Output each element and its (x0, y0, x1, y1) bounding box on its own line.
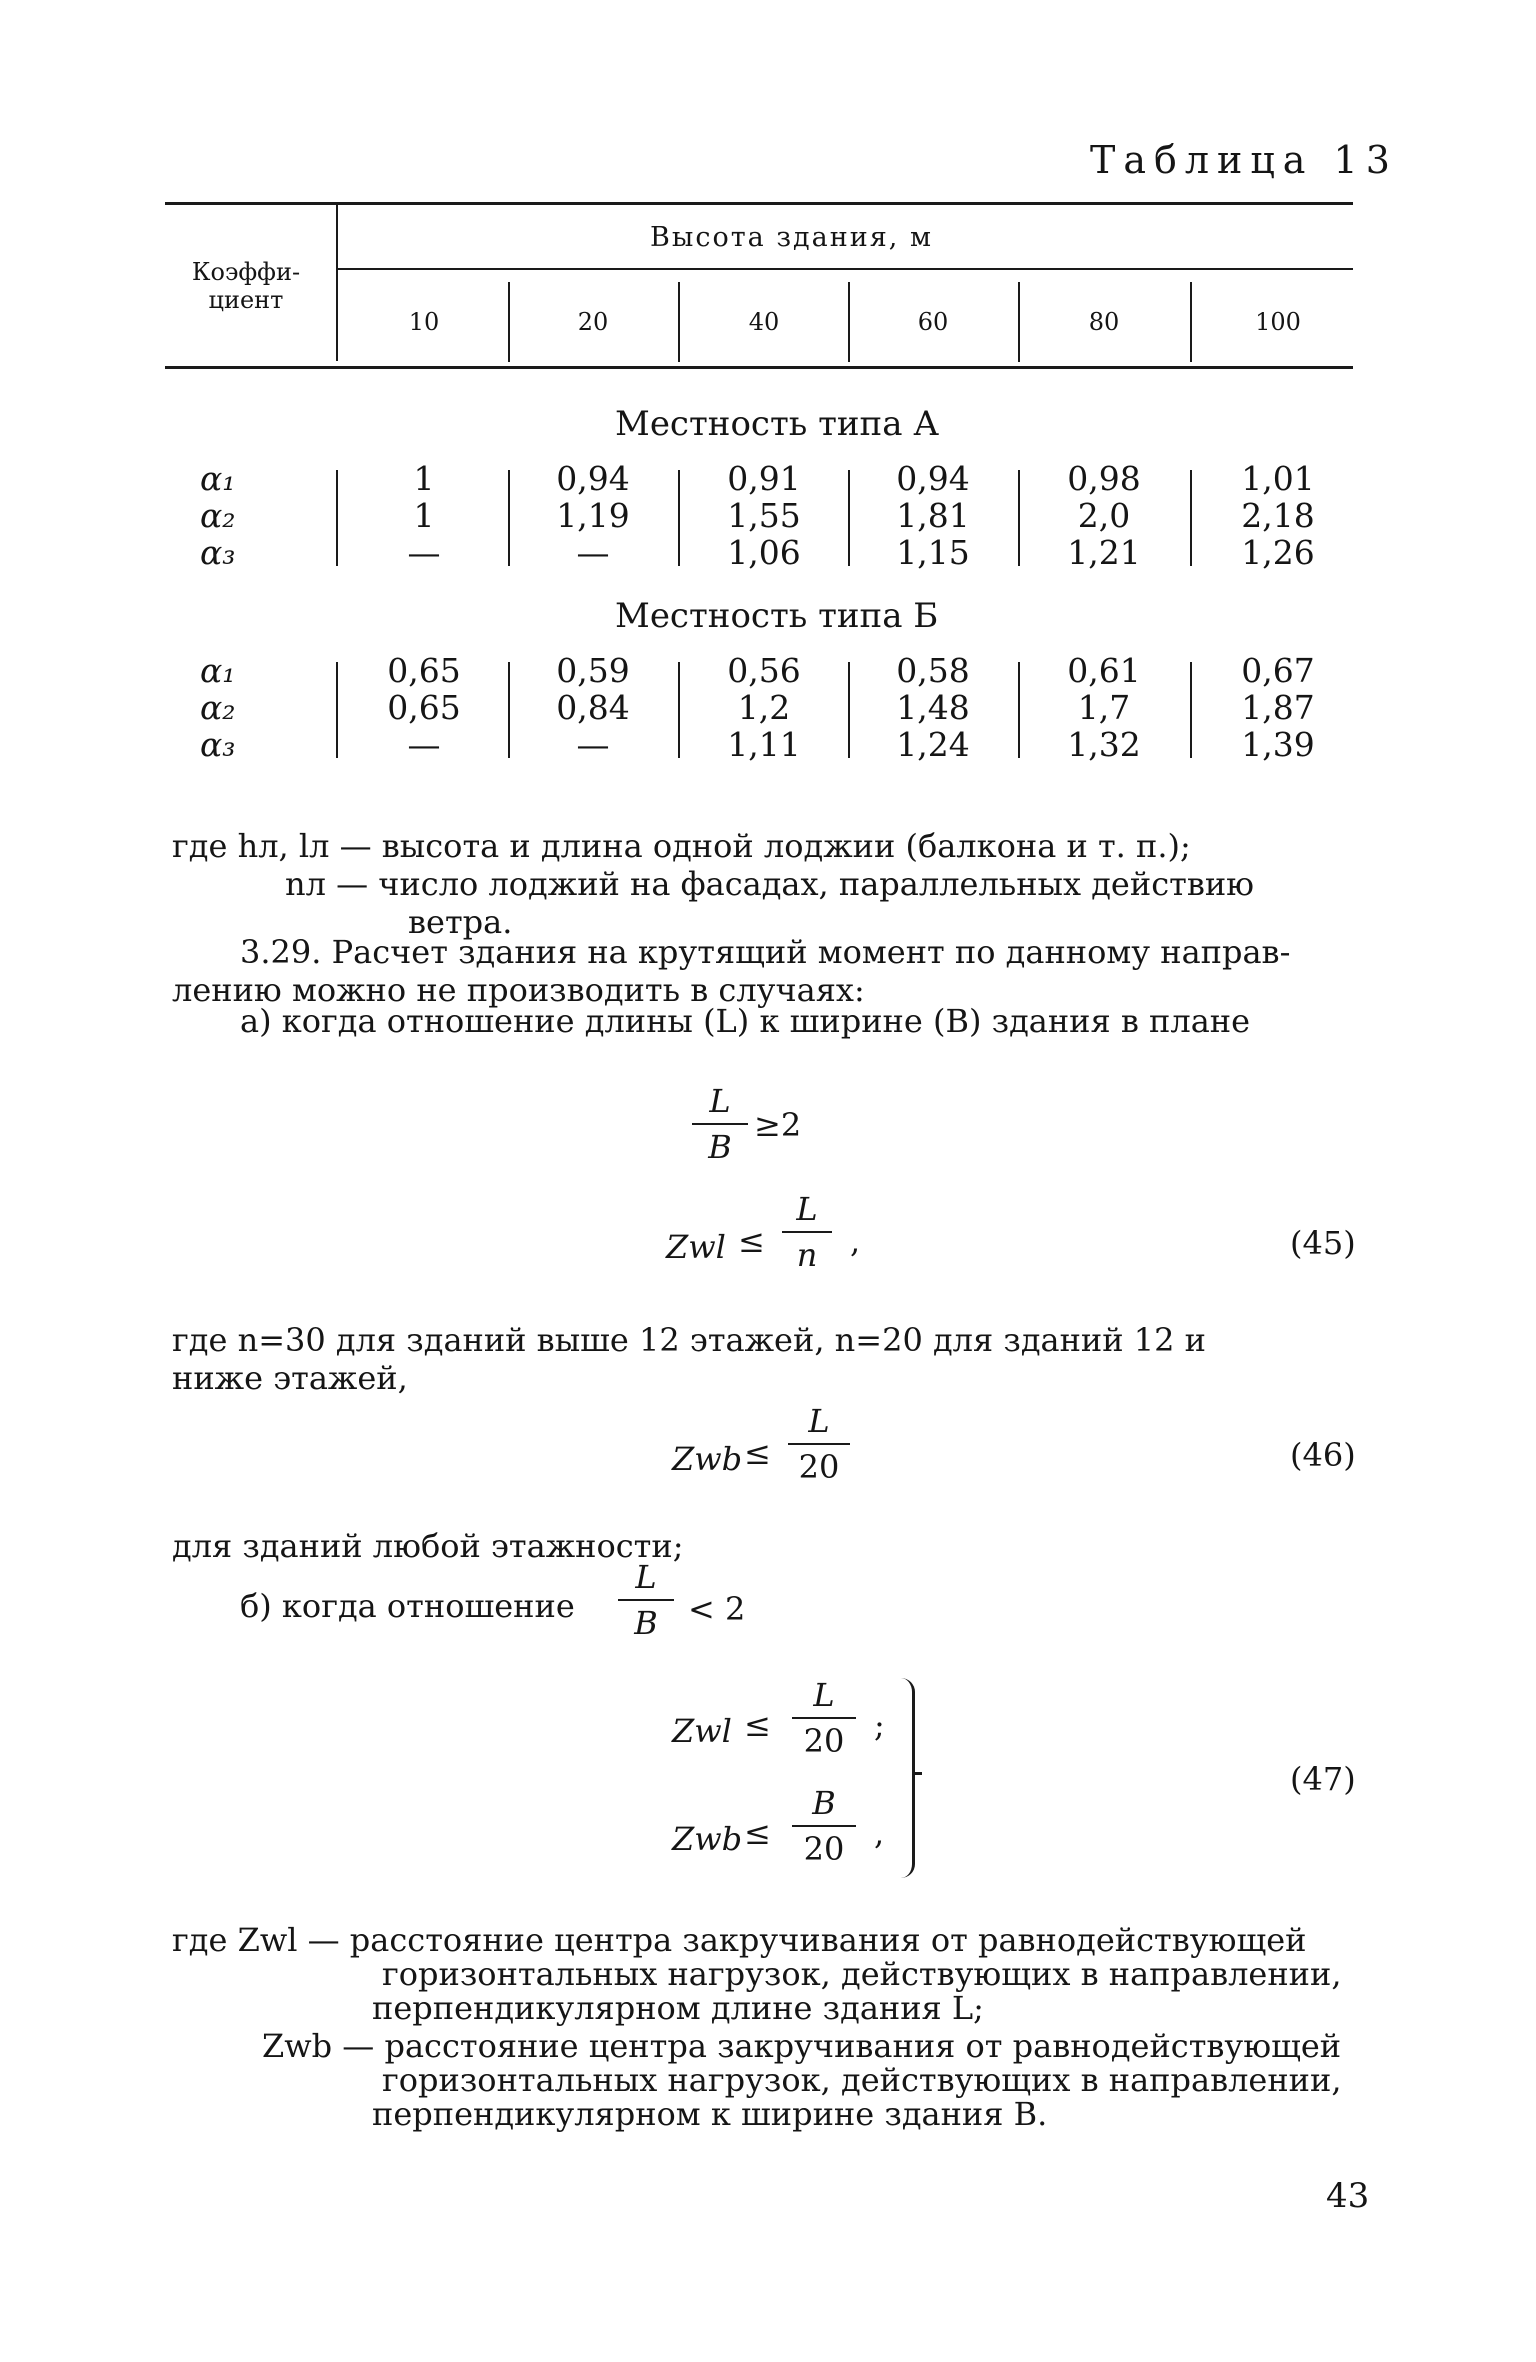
numerator: L (808, 1402, 830, 1440)
table-cell: 0,56 (727, 651, 801, 690)
le-sign: ≤ (744, 1434, 771, 1472)
table-cell: 1,01 (1241, 459, 1315, 498)
table-cell: 0,94 (556, 459, 630, 498)
table-cell: 2,18 (1241, 496, 1315, 535)
table-cell: 0,84 (556, 688, 630, 727)
height-col-20: 20 (577, 308, 609, 336)
denominator: B (708, 1128, 732, 1166)
section-b-vline (1190, 662, 1192, 758)
denominator: 20 (798, 1448, 840, 1486)
header-vline (1190, 282, 1192, 362)
header-vline (336, 205, 338, 361)
any-floor-text: для зданий любой этажности; (172, 1527, 684, 1565)
section-a-vline (1190, 470, 1192, 566)
header-vline (848, 282, 850, 362)
section-a-vline (508, 470, 510, 566)
equation-number-45: (45) (1290, 1224, 1356, 1262)
numerator: L (813, 1676, 835, 1714)
table-cell: — (576, 725, 610, 764)
item-a-text: а) когда отношение длины (L) к ширине (B) здания в плане (240, 1002, 1251, 1040)
table-cell: 2,0 (1077, 496, 1131, 535)
denominator: 20 (803, 1830, 845, 1868)
table-cell: 1,21 (1067, 533, 1141, 572)
numerator: L (709, 1082, 731, 1120)
row-label: α₃ (200, 533, 236, 572)
header-bottom-rule (165, 366, 1353, 369)
table-cell: 1,26 (1241, 533, 1315, 572)
numerator: L (635, 1558, 657, 1596)
table-cell: 0,58 (896, 651, 970, 690)
table-cell: 1,7 (1077, 688, 1131, 727)
section-b-vline (678, 662, 680, 758)
height-col-80: 80 (1088, 308, 1120, 336)
fraction-b-over-20 (792, 1784, 856, 1868)
denominator: 20 (803, 1722, 845, 1760)
table-cell: 1,48 (896, 688, 970, 727)
denominator: B (634, 1604, 658, 1642)
table-cell: — (407, 725, 441, 764)
ge-two: ≥2 (754, 1106, 802, 1144)
row-label: α₃ (200, 725, 236, 764)
where-n-line2: ниже этажей, (172, 1359, 408, 1397)
zwb-symbol: Zwb (672, 1820, 743, 1858)
right-brace (896, 1678, 915, 1878)
table-cell: 1,24 (896, 725, 970, 764)
equation-number-47: (47) (1290, 1760, 1356, 1798)
section-b-vline (508, 662, 510, 758)
table-cell: 0,59 (556, 651, 630, 690)
section-a-vline (336, 470, 338, 566)
table-cell: 1 (413, 496, 435, 535)
header-sub-rule (338, 268, 1353, 270)
table-cell: 1,81 (896, 496, 970, 535)
height-col-60: 60 (917, 308, 949, 336)
section-a-vline (678, 470, 680, 566)
table-cell: 1,15 (896, 533, 970, 572)
table-title: Таблица 13 (1090, 138, 1398, 182)
where-zwb-line2: горизонтальных нагрузок, действующих в направлении, (382, 2061, 1342, 2099)
section-b-vline (336, 662, 338, 758)
numerator: B (812, 1784, 836, 1822)
height-col-40: 40 (748, 308, 780, 336)
zwb-symbol: Zwb (672, 1440, 743, 1478)
where-zwb-line3: перпендикулярном к ширине здания B. (372, 2095, 1048, 2133)
where-zwb-line1: Zwb — расстояние центра закручивания от равнодействующей (262, 2027, 1342, 2065)
table-cell: 0,61 (1067, 651, 1141, 690)
section-b-title: Местность типа Б (615, 596, 939, 636)
comma: , (874, 1814, 885, 1852)
numerator: L (796, 1190, 818, 1228)
table-cell: 1,39 (1241, 725, 1315, 764)
where-zwl-line3: перпендикулярном длине здания L; (372, 1989, 984, 2027)
table-cell: 1,32 (1067, 725, 1141, 764)
where-zwl-line1: где Zwl — расстояние центра закручивания от равнодействующей (172, 1921, 1307, 1959)
table-cell: 0,98 (1067, 459, 1141, 498)
fraction-l-over-20 (788, 1402, 850, 1486)
header-vline (1018, 282, 1020, 362)
height-col-10: 10 (408, 308, 440, 336)
equation-number-46: (46) (1290, 1436, 1356, 1474)
fraction-l-over-b-2 (618, 1558, 674, 1642)
table-cell: 0,65 (387, 688, 461, 727)
table-cell: 1,11 (727, 725, 801, 764)
le-sign: ≤ (738, 1222, 765, 1260)
header-vline (678, 282, 680, 362)
fraction-l-over-n (782, 1190, 832, 1274)
height-col-100: 100 (1255, 308, 1301, 336)
section-a-vline (1018, 470, 1020, 566)
le-sign: ≤ (744, 1814, 771, 1852)
header-vline (508, 282, 510, 362)
para-3-29-line2: лению можно не производить в случаях: (172, 971, 865, 1009)
where-zwl-line2: горизонтальных нагрузок, действующих в направлении, (382, 1955, 1342, 1993)
le-sign: ≤ (744, 1706, 771, 1744)
table-cell: 1,2 (737, 688, 791, 727)
lt-two: < 2 (688, 1590, 746, 1628)
item-b-text: б) когда отношение (240, 1587, 575, 1625)
semicolon: ; (874, 1706, 885, 1744)
row-label: α₁ (200, 651, 236, 690)
table-cell: 0,94 (896, 459, 970, 498)
section-b-vline (1018, 662, 1020, 758)
row-label: α₂ (200, 496, 236, 535)
section-b-vline (848, 662, 850, 758)
table-cell: 1 (413, 459, 435, 498)
table-cell: — (576, 533, 610, 572)
coef-header-line2: циент (208, 286, 284, 314)
table-cell: 1,87 (1241, 688, 1315, 727)
row-label: α₂ (200, 688, 236, 727)
where-loggia-line3: ветра. (408, 903, 513, 941)
section-a-title: Местность типа А (615, 404, 940, 444)
table-cell: 0,91 (727, 459, 801, 498)
section-a-vline (848, 470, 850, 566)
table-cell: 0,67 (1241, 651, 1315, 690)
zwl-symbol: Zwl (666, 1228, 726, 1266)
height-header: Высота здания, м (650, 222, 933, 253)
coef-header-line1: Коэффи- (191, 258, 301, 286)
where-n-line1: где n=30 для зданий выше 12 этажей, n=20 для зданий 12 и (172, 1321, 1206, 1359)
table-cell: 1,19 (556, 496, 630, 535)
table-cell: — (407, 533, 441, 572)
denominator: n (796, 1236, 818, 1274)
table-cell: 1,06 (727, 533, 801, 572)
where-loggia-line2: nл — число лоджий на фасадах, параллельных действию (285, 865, 1255, 903)
comma: , (850, 1222, 861, 1260)
fraction-l-over-20-b (792, 1676, 856, 1760)
where-loggia-line1: где hл, lл — высота и длина одной лоджии (балкона и т. п.); (172, 827, 1191, 865)
table-cell: 1,55 (727, 496, 801, 535)
row-label: α₁ (200, 459, 236, 498)
zwl-symbol: Zwl (672, 1712, 732, 1750)
table-cell: 0,65 (387, 651, 461, 690)
table-top-rule (165, 202, 1353, 205)
page-number: 43 (1326, 2176, 1370, 2216)
fraction-l-over-b (692, 1082, 748, 1166)
para-3-29-line1: 3.29. Расчет здания на крутящий момент по данному направ- (240, 933, 1291, 971)
